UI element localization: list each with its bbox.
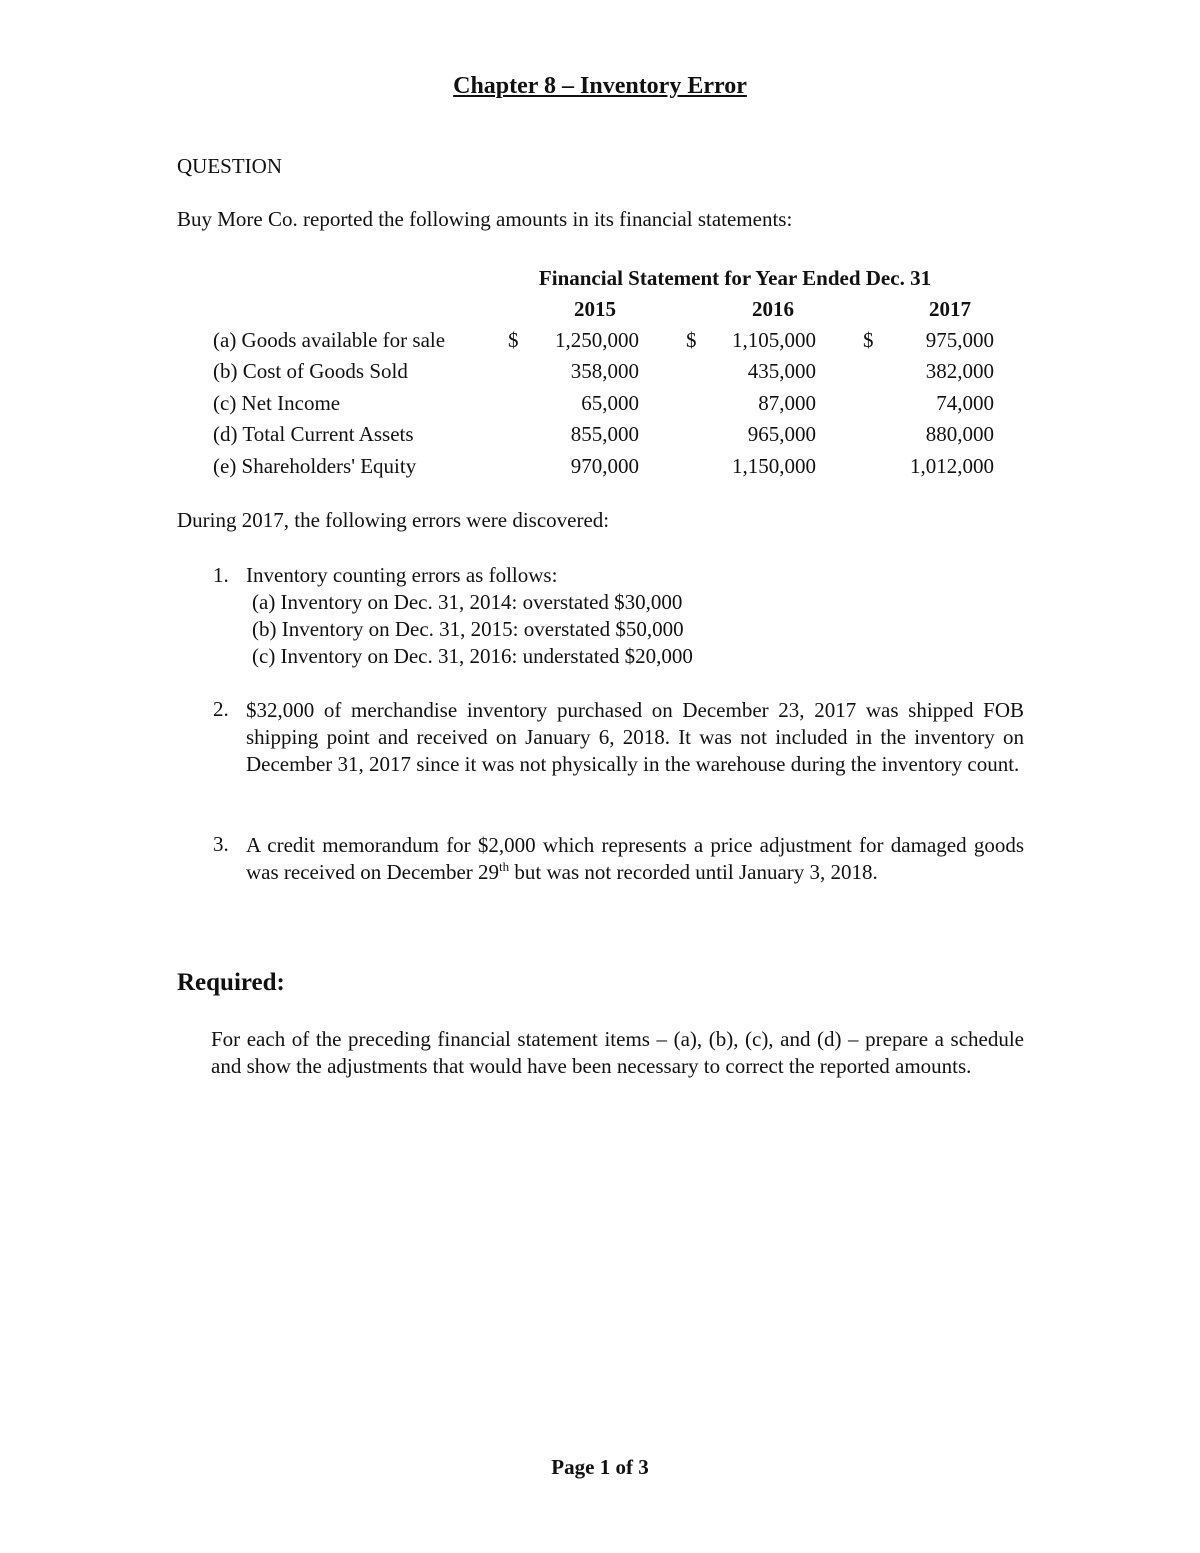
cell-value: 65,000	[581, 391, 639, 415]
dollar-sign: $	[508, 328, 519, 352]
cell-value: 970,000	[570, 454, 639, 478]
list-item-text	[246, 832, 1024, 886]
cell-value: 965,000	[747, 422, 816, 446]
text-segment: A credit memorandum for $2,000 which represents a price adjustment for damaged goods was received on December 29	[246, 833, 1024, 884]
cell-value: 74,000	[936, 391, 994, 415]
text-segment: but was not recorded until January 3, 2018.	[509, 860, 878, 884]
dollar-sign: $	[686, 328, 697, 352]
required-heading: Required:	[177, 969, 285, 996]
sub-item: (c) Inventory on Dec. 31, 2016: understated $20,000	[252, 644, 693, 668]
cell-value: 1,250,000	[555, 328, 639, 352]
list-item-text: Inventory counting errors as follows:	[246, 563, 558, 587]
required-text: For each of the preceding financial statement items – (a), (b), (c), and (d) – prepare a schedule and show the adjustments that would have been necessary to correct the reported amounts.	[211, 1027, 1024, 1078]
cell-value: 1,150,000	[732, 454, 816, 478]
list-number: 3.	[213, 832, 229, 856]
row-label: (e) Shareholders' Equity	[213, 454, 417, 478]
list-item-text: $32,000 of merchandise inventory purchased on December 23, 2017 was shipped FOB shipping point and received on January 6, 2018. It was not included in the inventory on December 31, 2017 since it was not physically in the warehouse during the inventory count.	[246, 698, 1024, 776]
row-label: (a) Goods available for sale	[213, 328, 446, 352]
cell-value: 358,000	[570, 359, 639, 383]
table-row	[0, 454, 1200, 485]
sub-item: (b) Inventory on Dec. 31, 2015: overstated $50,000	[252, 617, 684, 641]
cell-value: 435,000	[747, 359, 816, 383]
sub-item: (a) Inventory on Dec. 31, 2014: overstated $30,000	[252, 590, 683, 614]
intro-text: Buy More Co. reported the following amounts in its financial statements:	[177, 207, 793, 231]
list-number: 1.	[213, 563, 229, 587]
table-row	[0, 422, 1200, 453]
page-title: Chapter 8 – Inventory Error	[453, 73, 747, 99]
list-number: 2.	[213, 697, 229, 721]
year-header-2016: 2016	[752, 297, 794, 321]
dollar-sign: $	[863, 328, 874, 352]
cell-value: 1,105,000	[732, 328, 816, 352]
cell-value: 975,000	[925, 328, 994, 352]
row-label: (c) Net Income	[213, 391, 341, 415]
cell-value: 880,000	[925, 422, 994, 446]
page-number: Page 1 of 3	[551, 1455, 649, 1479]
cell-value: 1,012,000	[910, 454, 994, 478]
table-row	[0, 359, 1200, 390]
ordinal-suffix: th	[499, 859, 510, 874]
cell-value: 855,000	[570, 422, 639, 446]
errors-intro: During 2017, the following errors were discovered:	[177, 508, 610, 532]
table-row	[0, 328, 1200, 359]
table-heading: Financial Statement for Year Ended Dec. 31	[538, 266, 932, 290]
row-label: (d) Total Current Assets	[213, 422, 414, 446]
row-label: (b) Cost of Goods Sold	[213, 359, 408, 383]
question-label: QUESTION	[177, 154, 282, 178]
table-row	[0, 391, 1200, 422]
cell-value: 382,000	[925, 359, 994, 383]
cell-value: 87,000	[758, 391, 816, 415]
year-header-2017: 2017	[929, 297, 971, 321]
year-header-2015: 2015	[574, 297, 616, 321]
